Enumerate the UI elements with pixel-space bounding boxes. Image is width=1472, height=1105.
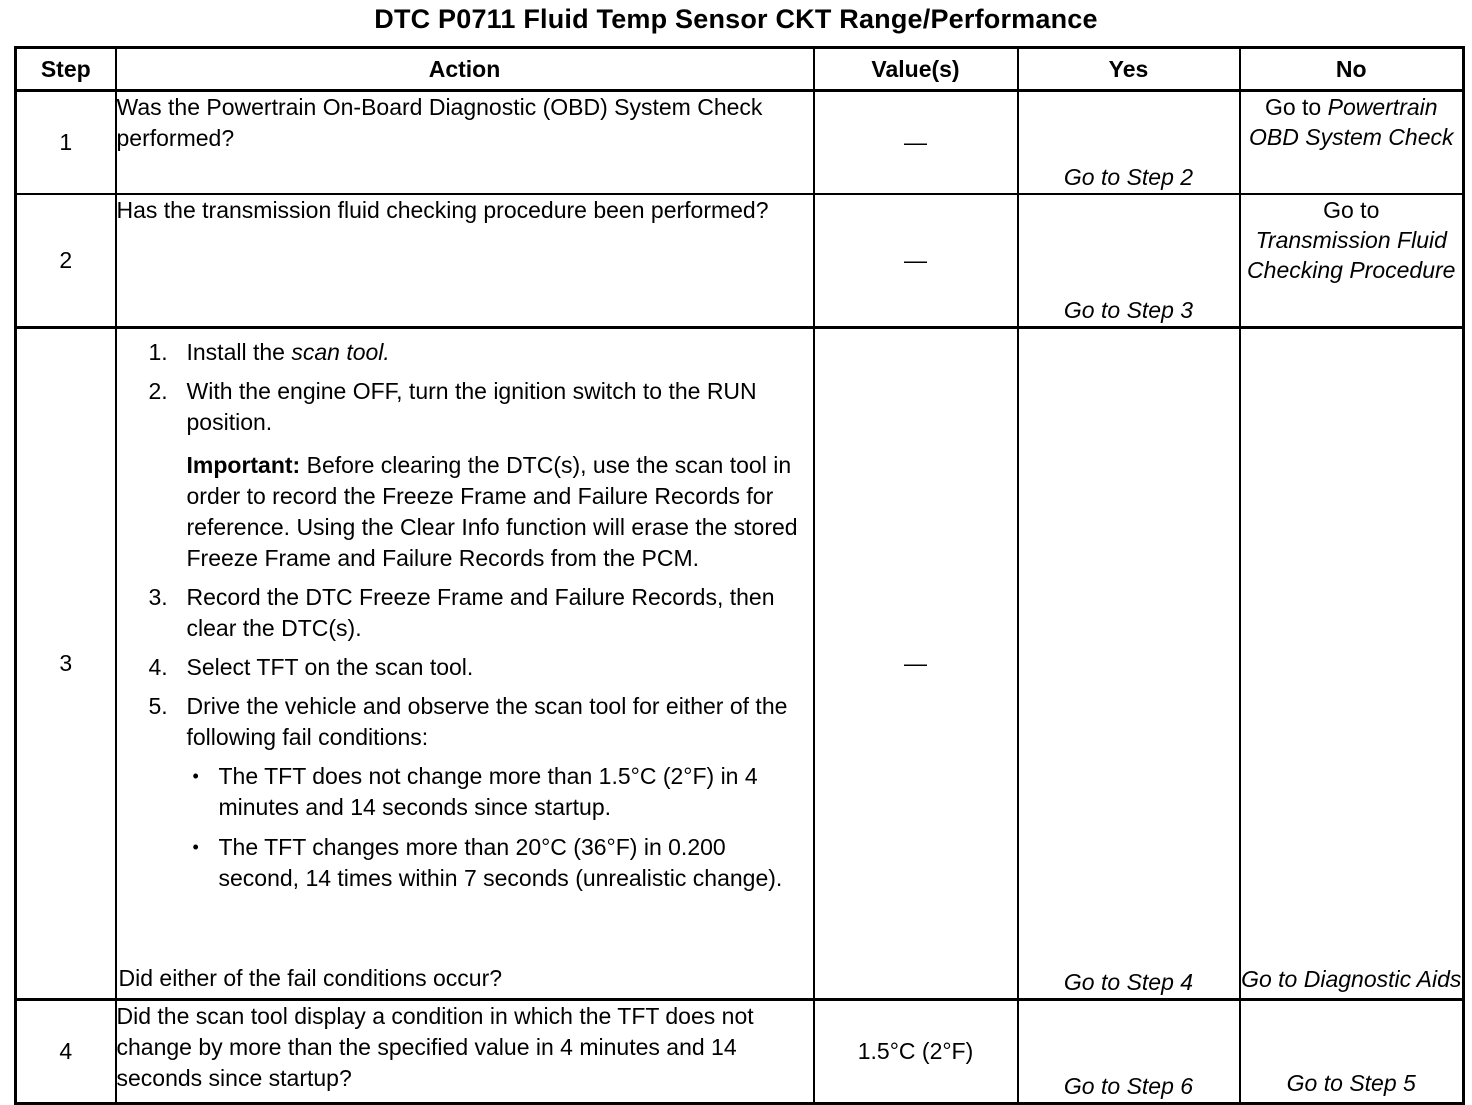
- list-item: 1. Install the scan tool.: [148, 339, 390, 365]
- action-text: Has the transmission fluid checking procedure been performed?: [116, 194, 814, 328]
- no-outcome-prefix: Go to: [1323, 197, 1380, 223]
- step-number: 4: [16, 1000, 116, 1104]
- no-outcome-target: Powertrain OBD System Check: [1249, 94, 1454, 150]
- column-header-action: Action: [116, 48, 814, 91]
- important-note: [187, 450, 805, 574]
- important-label: Important:: [186, 452, 301, 478]
- table-row: [16, 91, 1464, 195]
- value-cell: —: [814, 194, 1018, 328]
- yes-outcome: Go to Step 2: [1018, 91, 1240, 195]
- final-question: Did either of the fail conditions occur?: [118, 965, 503, 991]
- column-header-step: Step: [16, 48, 116, 91]
- no-outcome: Go to Step 5: [1240, 1000, 1464, 1104]
- fail-conditions-list: [187, 761, 805, 894]
- important-text: Before clearing the DTC(s), use the scan tool in order to record the Freeze Frame and Failure Records for reference. Using the Clear Info function will erase the stored Freeze Frame and Failure Records from the PCM.: [186, 452, 798, 571]
- no-outcome-prefix: Go to: [1264, 94, 1322, 120]
- fail-condition: • The TFT changes more than 20°C (36°F) in 0.200 second, 14 times within 7 seconds (unrealistic change).: [219, 832, 805, 894]
- list-item: 3. Record the DTC Freeze Frame and Failure Records, then clear the DTC(s).: [148, 584, 775, 641]
- action-text: Did the scan tool display a condition in which the TFT does not change by more than the specified value in 4 minutes and 14 seconds since startup?: [116, 1000, 814, 1104]
- action-text: [116, 328, 814, 1000]
- value-cell: —: [814, 328, 1018, 1000]
- value-cell: —: [814, 91, 1018, 195]
- action-text: Was the Powertrain On-Board Diagnostic (OBD) System Check performed?: [116, 91, 814, 195]
- table-row: [16, 194, 1464, 328]
- procedure-list: [117, 337, 805, 894]
- column-header-yes: Yes: [1018, 48, 1240, 91]
- document-title: DTC P0711 Fluid Temp Sensor CKT Range/Performance: [374, 4, 1098, 34]
- yes-outcome: Go to Step 6: [1018, 1000, 1240, 1104]
- step-number: 3: [16, 328, 116, 1000]
- list-item: 2. With the engine OFF, turn the ignition switch to the RUN position. Important: Before clearing the DTC(s), use the scan tool in order to record the Freeze Frame and Failure Records for reference. Using the Clear Info function will erase the stored Freeze Frame and Failure Records from the PCM.: [187, 376, 805, 574]
- diagnostic-table: [14, 46, 1465, 1105]
- list-item: 5. Drive the vehicle and observe the scan tool for either of the following fail conditions: • The TFT does not change more than 1.5°C (2°F) in 4 minutes and 14 seconds since startup. • The TFT changes more than 20°C (36°F) in 0.200 second, 14 times within 7 seconds (unrealistic change).: [187, 691, 805, 894]
- list-item: 4. Select TFT on the scan tool.: [148, 654, 474, 680]
- column-header-values: Value(s): [814, 48, 1018, 91]
- table-row: [16, 328, 1464, 1000]
- fail-condition: • The TFT does not change more than 1.5°C (2°F) in 4 minutes and 14 seconds since startup.: [219, 761, 805, 823]
- yes-outcome: Go to Step 4: [1018, 328, 1240, 1000]
- step-number: 2: [16, 194, 116, 328]
- value-cell: 1.5°C (2°F): [814, 1000, 1018, 1104]
- no-outcome: [1240, 91, 1464, 195]
- step-number: 1: [16, 91, 116, 195]
- table-row: [16, 1000, 1464, 1104]
- no-outcome-target: Transmission Fluid Checking Procedure: [1247, 227, 1456, 283]
- table-header-row: [16, 48, 1464, 91]
- yes-outcome: Go to Step 3: [1018, 194, 1240, 328]
- no-outcome: [1240, 194, 1464, 328]
- column-header-no: No: [1240, 48, 1464, 91]
- no-outcome: Go to Diagnostic Aids: [1240, 328, 1464, 1000]
